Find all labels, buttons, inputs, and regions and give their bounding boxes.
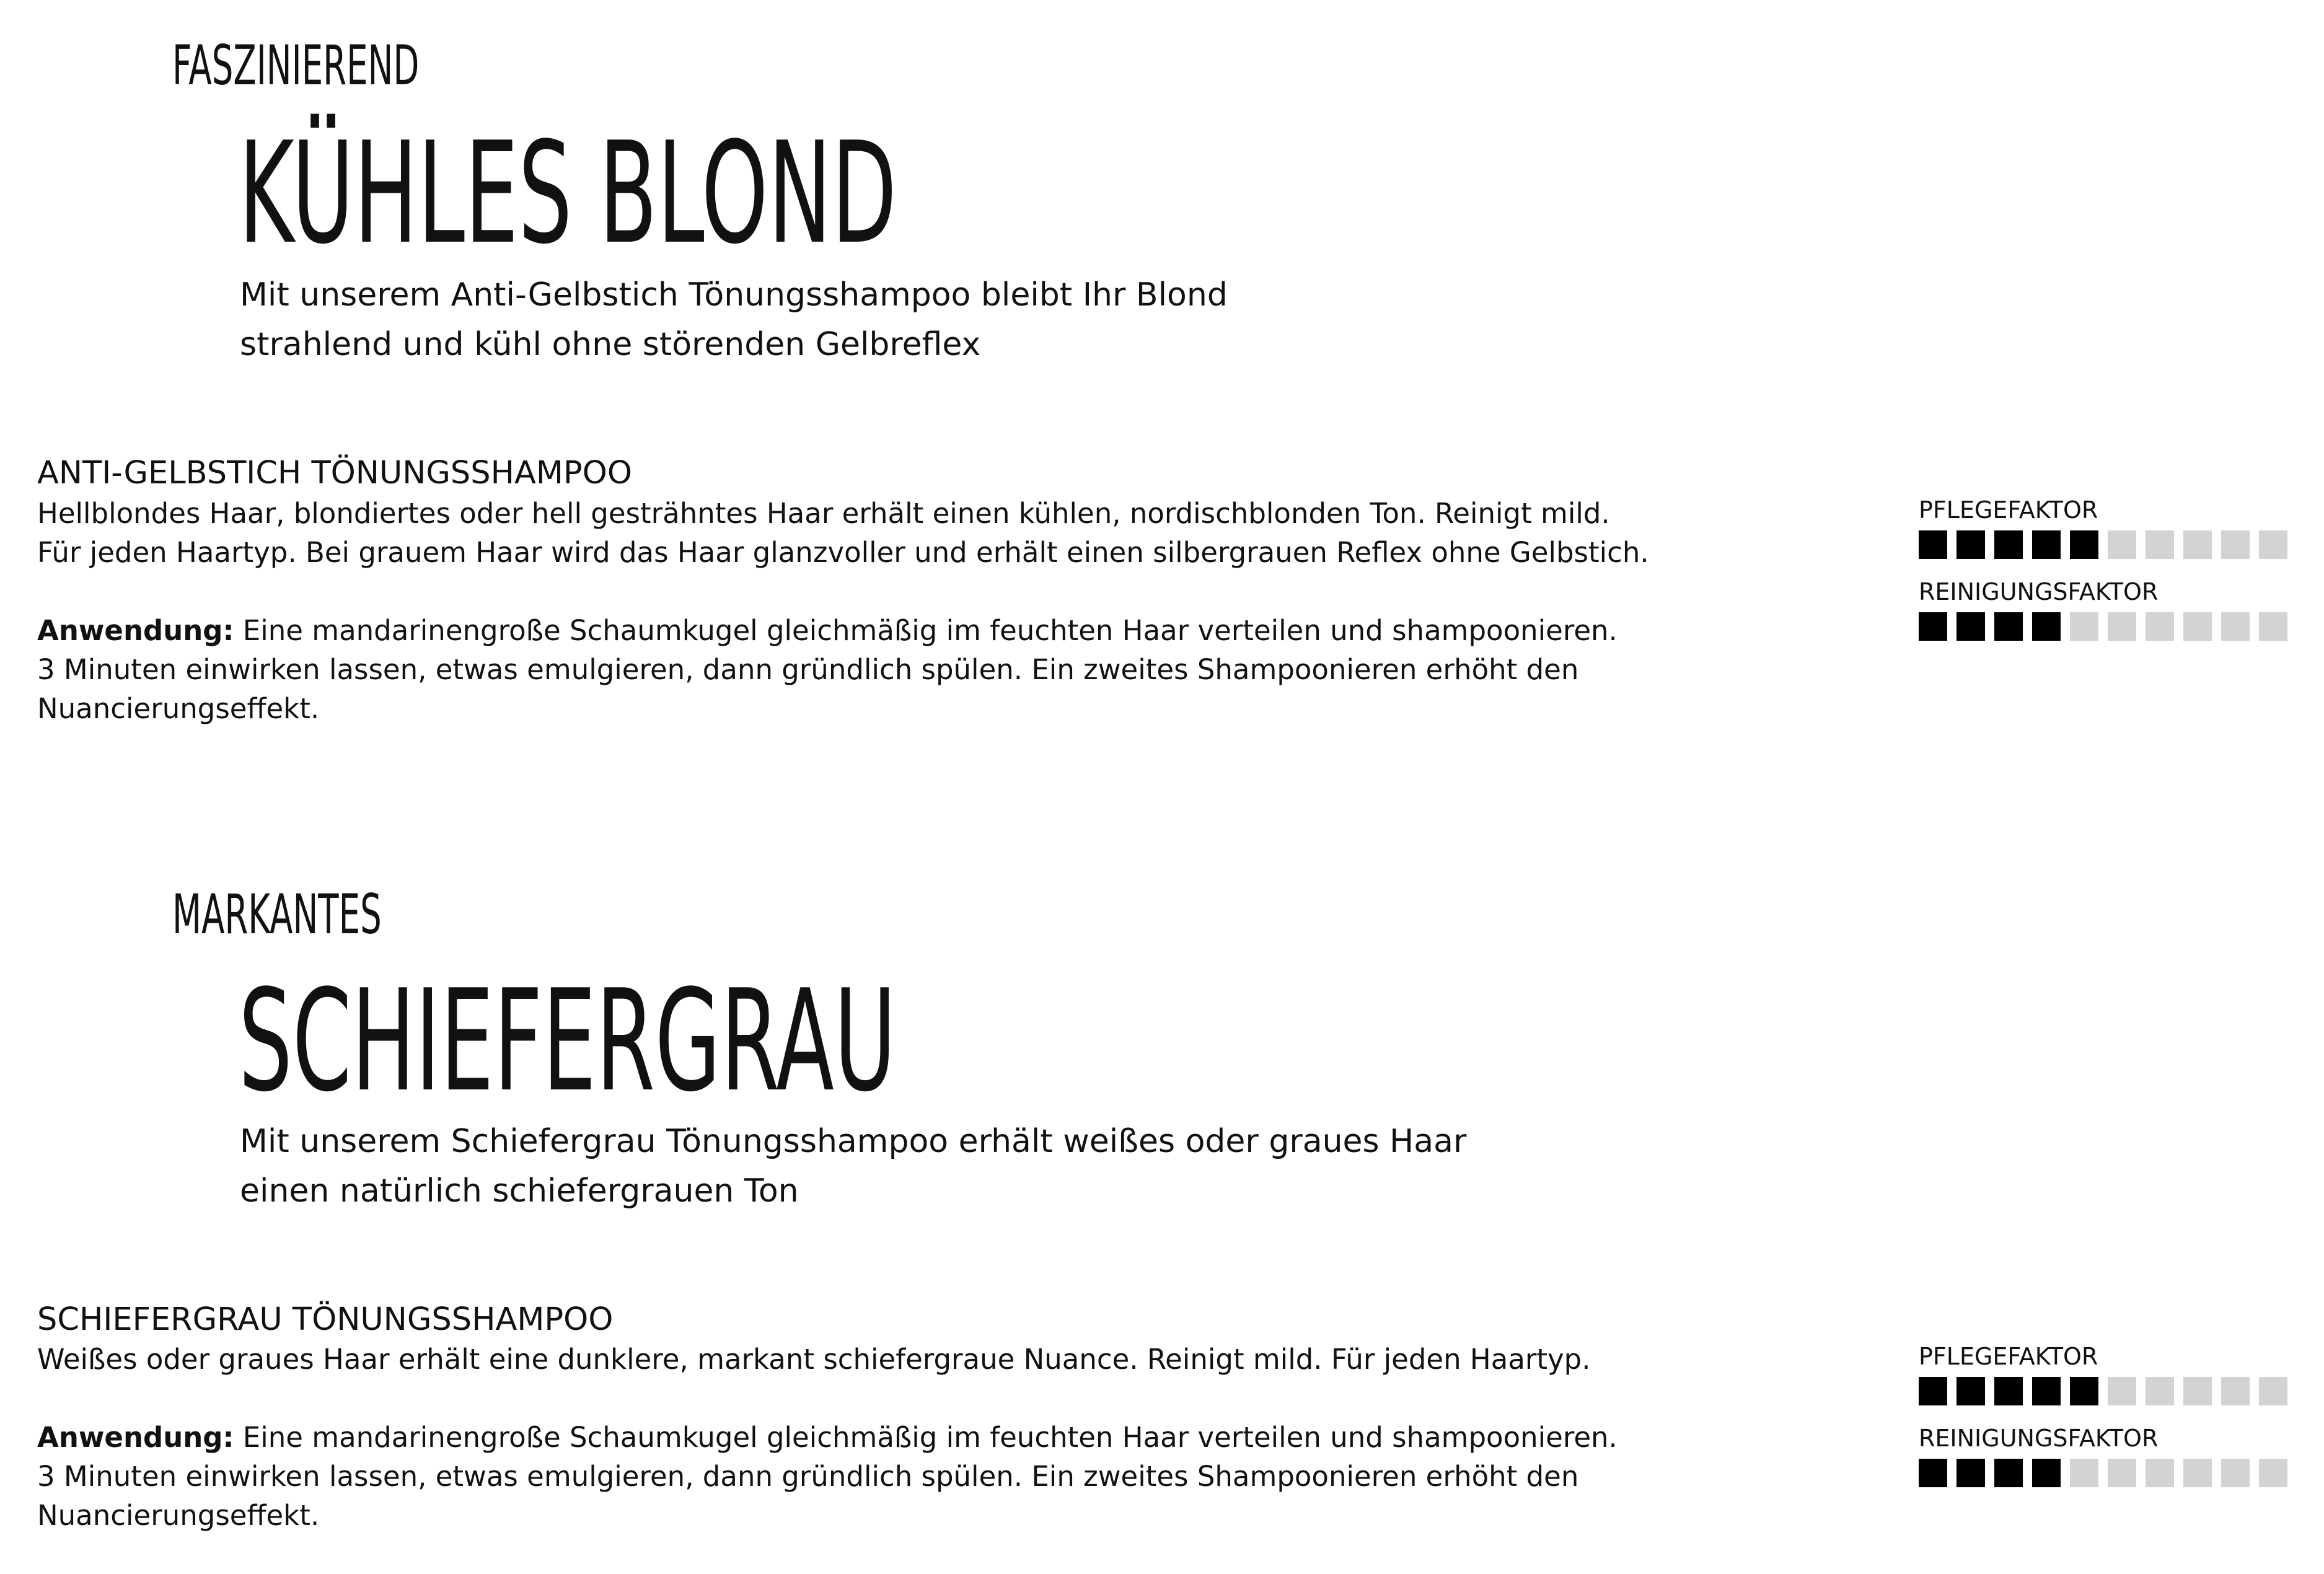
description-line: Weißes oder graues Haar erhält eine dunklere, markant schiefergraue Nuance. Reinigt mild. Für jeden Haartyp. — [37, 1343, 1591, 1376]
rating-square-empty — [2108, 530, 2136, 559]
rating-square-filled — [1919, 1459, 1947, 1487]
product-lead — [240, 1117, 1466, 1216]
product-headline: KÜHLES BLOND — [239, 112, 897, 275]
rating-square-empty — [2259, 612, 2287, 641]
rating-bar — [1919, 1377, 2291, 1405]
rating-label: REINIGUNGSFAKTOR — [1919, 578, 2159, 605]
rating-label: REINIGUNGSFAKTOR — [1919, 1425, 2159, 1452]
usage-text: Eine mandarinengroße Schaumkugel gleichmäßig im feuchten Haar verteilen und shampoonieren. — [234, 1421, 1618, 1454]
rating-bar — [1919, 530, 2291, 559]
rating-reinigungsfaktor — [1919, 1427, 2291, 1487]
rating-square-filled — [1956, 530, 1985, 559]
product-headline: SCHIEFERGRAU — [239, 960, 896, 1123]
rating-square-filled — [1919, 1377, 1947, 1405]
usage-line: Nuancierungseffekt. — [37, 1499, 320, 1532]
product-lead — [240, 270, 1228, 369]
product-name: ANTI-GELBSTICH TÖNUNGSSHAMPOO — [37, 455, 632, 491]
rating-square-filled — [2032, 1377, 2061, 1405]
rating-pflegefaktor — [1919, 1345, 2291, 1405]
usage-text: Eine mandarinengroße Schaumkugel gleichmäßig im feuchten Haar verteilen und shampoonieren. — [234, 614, 1618, 647]
rating-square-filled — [2070, 530, 2098, 559]
usage-line: Nuancierungseffekt. — [37, 692, 320, 725]
usage-line: 3 Minuten einwirken lassen, etwas emulgieren, dann gründlich spülen. Ein zweites Shampoonieren erhöht den — [37, 653, 1579, 686]
rating-square-empty — [2221, 1377, 2250, 1405]
rating-square-empty — [2070, 1459, 2098, 1487]
rating-square-empty — [2108, 612, 2136, 641]
rating-square-filled — [2070, 1377, 2098, 1405]
product-name: SCHIEFERGRAU TÖNUNGSSHAMPOO — [37, 1301, 614, 1338]
rating-square-empty — [2221, 1459, 2250, 1487]
rating-block — [1919, 498, 2291, 641]
rating-square-filled — [1919, 612, 1947, 641]
rating-square-filled — [1956, 1377, 1985, 1405]
product-kicker: MARKANTES — [172, 882, 382, 946]
rating-label: PFLEGEFAKTOR — [1919, 1343, 2098, 1370]
description-line: Für jeden Haartyp. Bei grauem Haar wird das Haar glanzvoller und erhält einen silbergrauen Reflex ohne Gelbstich. — [37, 536, 1649, 569]
rating-square-filled — [2032, 1459, 2061, 1487]
rating-square-empty — [2183, 1377, 2212, 1405]
rating-square-filled — [1994, 530, 2023, 559]
product-lead-line: Mit unserem Schiefergrau Tönungsshampoo erhält weißes oder graues Haar — [240, 1123, 1467, 1160]
rating-square-empty — [2108, 1459, 2136, 1487]
product-description — [37, 1340, 1618, 1535]
rating-square-filled — [2032, 612, 2061, 641]
rating-square-filled — [1919, 530, 1947, 559]
rating-square-filled — [1994, 1377, 2023, 1405]
rating-reinigungsfaktor — [1919, 580, 2291, 641]
rating-square-empty — [2146, 612, 2174, 641]
rating-square-empty — [2259, 530, 2287, 559]
product-lead-line: einen natürlich schiefergrauen Ton — [240, 1172, 799, 1210]
rating-square-empty — [2183, 612, 2212, 641]
rating-square-filled — [2032, 530, 2061, 559]
rating-square-empty — [2259, 1459, 2287, 1487]
rating-pflegefaktor — [1919, 498, 2291, 559]
rating-square-empty — [2146, 1377, 2174, 1405]
rating-square-empty — [2221, 612, 2250, 641]
rating-label: PFLEGEFAKTOR — [1919, 496, 2098, 524]
rating-square-filled — [1956, 1459, 1985, 1487]
rating-square-empty — [2146, 1459, 2174, 1487]
rating-square-empty — [2259, 1377, 2287, 1405]
usage-line — [37, 611, 1649, 650]
rating-square-empty — [2221, 530, 2250, 559]
product-lead-line: strahlend und kühl ohne störenden Gelbreflex — [240, 326, 981, 363]
usage-label: Anwendung: — [37, 1421, 234, 1454]
product-description — [37, 494, 1649, 728]
rating-block — [1919, 1345, 2291, 1487]
rating-square-empty — [2183, 530, 2212, 559]
rating-square-filled — [1994, 1459, 2023, 1487]
rating-square-empty — [2183, 1459, 2212, 1487]
usage-line — [37, 1418, 1618, 1457]
product-kicker: FASZINIEREND — [172, 33, 420, 97]
usage-line: 3 Minuten einwirken lassen, etwas emulgieren, dann gründlich spülen. Ein zweites Shampoonieren erhöht den — [37, 1460, 1579, 1493]
rating-square-empty — [2146, 530, 2174, 559]
rating-square-empty — [2108, 1377, 2136, 1405]
rating-square-empty — [2070, 612, 2098, 641]
rating-bar — [1919, 1459, 2291, 1487]
rating-bar — [1919, 612, 2291, 641]
description-line: Hellblondes Haar, blondiertes oder hell gesträhntes Haar erhält einen kühlen, nordischblonden Ton. Reinigt mild. — [37, 497, 1610, 530]
rating-square-filled — [1994, 612, 2023, 641]
rating-square-filled — [1956, 612, 1985, 641]
product-lead-line: Mit unserem Anti-Gelbstich Tönungsshampoo bleibt Ihr Blond — [240, 276, 1228, 314]
usage-label: Anwendung: — [37, 614, 234, 647]
